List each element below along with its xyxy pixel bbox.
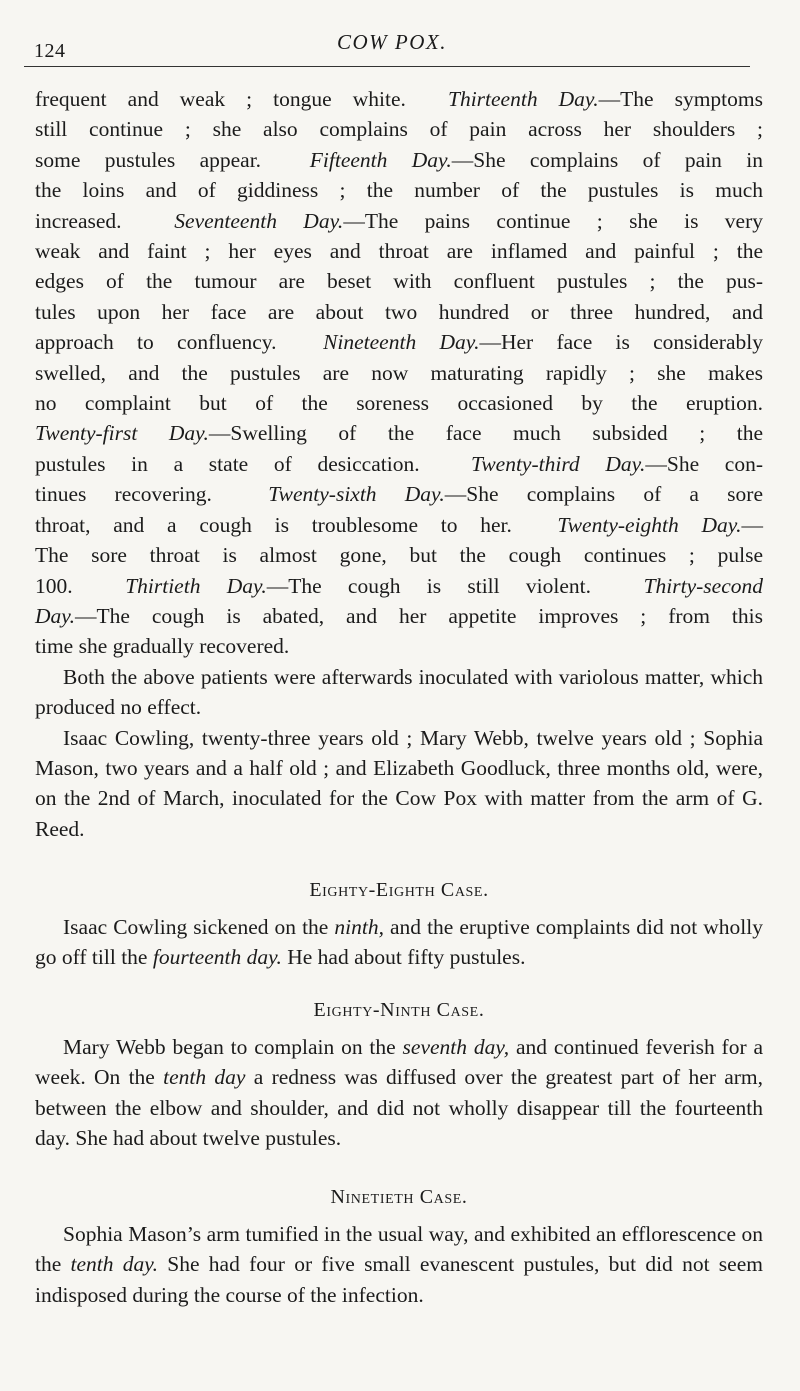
paragraph-continuation — [35, 84, 763, 662]
case-90-text: Sophia Mason’s arm tumified in the usual way, and exhibited an efflorescence on the tenth day. She had four or five small evanescent pustules, but did not seem indisposed during the course of the infection. — [35, 1221, 763, 1307]
text-line: the loins and of giddiness ; the number of the pustules is much — [35, 178, 763, 203]
case-88-heading: Eighty-Eighth Case. — [309, 879, 489, 902]
text-line: some pustules appear. Fifteenth Day.—She complains of pain in — [35, 147, 763, 172]
paragraph-patients-inoculated: Both the above patients were afterwards inoculated with variolous matter, which produced no effect. — [35, 664, 763, 720]
text-line: swelled, and the pustules are now maturating rapidly ; she makes — [35, 360, 763, 385]
text-line: frequent and weak ; tongue white. Thirteenth Day.—The symptoms — [35, 87, 763, 111]
text-line: throat, and a cough is troublesome to her. Twenty-eighth Day.— — [35, 512, 764, 537]
case-90-heading: Ninetieth Case. — [330, 1186, 468, 1209]
page-number: 124 — [34, 40, 66, 62]
text-line: approach to confluency. Nineteenth Day.—Her face is considerably — [35, 330, 763, 355]
page-header — [34, 30, 750, 64]
header-rule — [24, 66, 750, 67]
text-line: The sore throat is almost gone, but the cough continues ; pulse — [35, 543, 763, 568]
text-line: 100. Thirtieth Day.—The cough is still violent. Thirty-second — [35, 573, 763, 598]
text-line: Twenty-first Day.—Swelling of the face much subsided ; the — [35, 421, 763, 446]
text-line: tinues recovering. Twenty-sixth Day.—She complains of a sore — [35, 482, 763, 507]
text-line: still continue ; she also complains of pain across her shoulders ; — [35, 117, 763, 142]
text-line: increased. Seventeenth Day.—The pains continue ; she is very — [35, 208, 763, 233]
text-line: Day.—The cough is abated, and her appetite improves ; from this — [35, 603, 763, 628]
case-89-heading: Eighty-Ninth Case. — [313, 999, 485, 1022]
text-line: pustules in a state of desiccation. Twenty-third Day.—She con- — [35, 451, 764, 476]
text-line: weak and faint ; her eyes and throat are inflamed and painful ; the — [35, 239, 763, 264]
case-88-text: Isaac Cowling sickened on the ninth, and the eruptive complaints did not wholly go off till the fourteenth day. He had about fifty pustules. — [35, 914, 763, 969]
text-line: time she gradually recovered. — [35, 634, 290, 659]
page-body — [35, 84, 763, 1310]
paragraph-inoculation-list: Isaac Cowling, twenty-three years old ; Mary Webb, twelve years old ; Sophia Mason, two years and a half old ; and Elizabeth Goodluck, three months old, were, on the 2nd of March, inoculated for the Cow Pox with matter from the arm of G. Reed. — [35, 725, 763, 841]
text-line: tules upon her face are about two hundred or three hundred, and — [35, 299, 763, 324]
case-89-text: Mary Webb began to complain on the seventh day, and continued feverish for a week. On the tenth day a redness was diffused over the greatest part of her arm, between the elbow and shoulder, and did not wholly disappear till the fourteenth day. She had about twelve pustules. — [35, 1034, 764, 1150]
text-line: no complaint but of the soreness occasioned by the eruption. — [35, 391, 763, 416]
running-title: COW POX. — [337, 30, 447, 54]
text-line: edges of the tumour are beset with confluent pustules ; the pus- — [35, 269, 763, 294]
